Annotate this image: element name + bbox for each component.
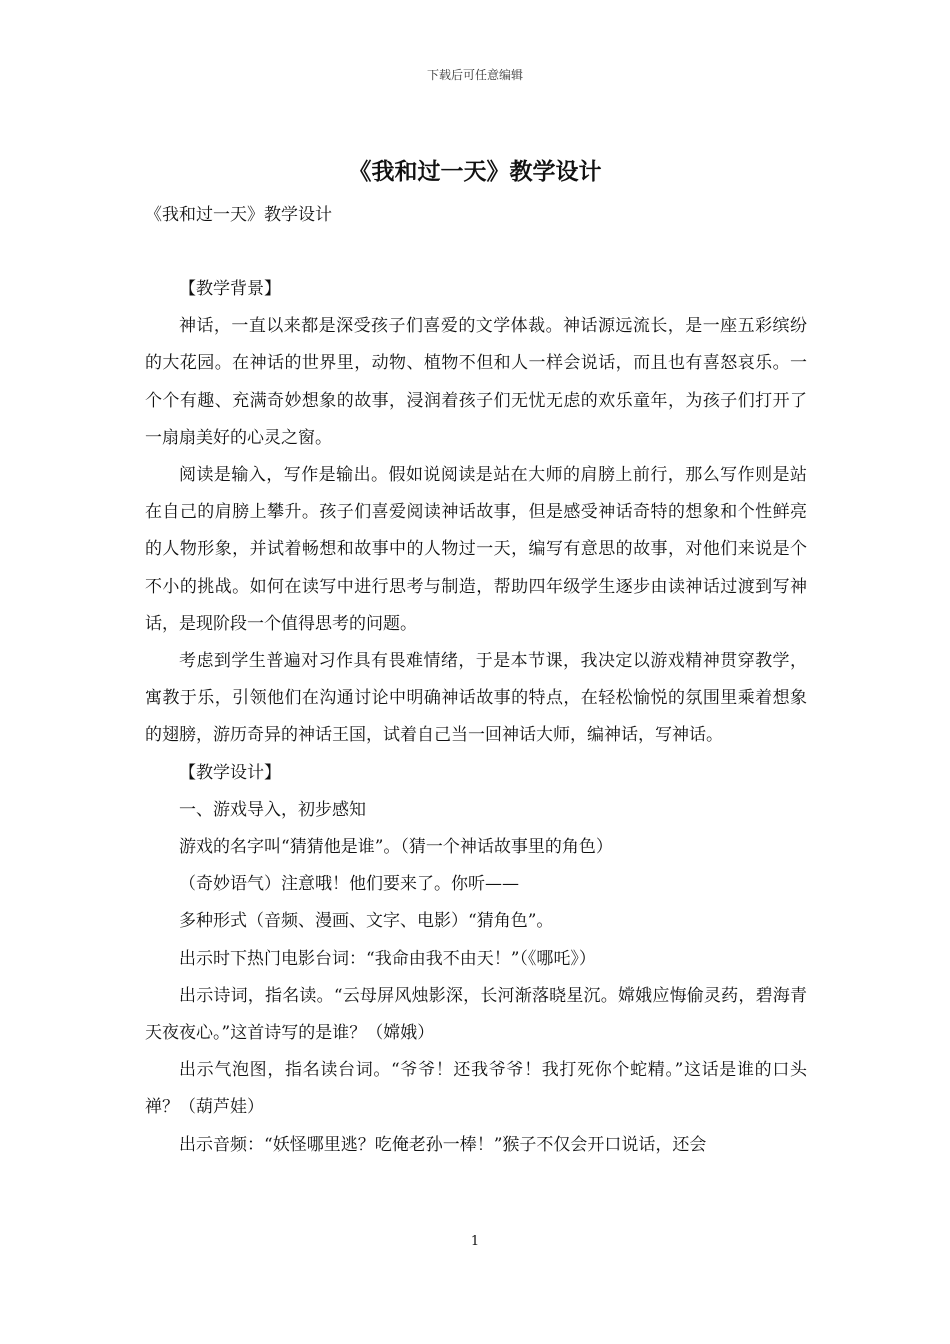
header-note: 下载后可任意编辑 <box>426 68 523 82</box>
paragraph: 多种形式（音频、漫画、文字、电影）“猜角色”。 <box>179 911 554 932</box>
document-title: 《我和过一天》教学设计 <box>348 158 602 185</box>
document-subtitle: 《我和过一天》教学设计 <box>145 205 332 225</box>
paragraph: （奇妙语气）注意哦！他们要来了。你听—— <box>179 874 519 895</box>
page-number: 1 <box>470 1234 480 1249</box>
paragraph: 游戏的名字叫“猜猜他是谁”。（猜一个神话故事里的角色） <box>179 837 613 858</box>
paragraph: 出示诗词，指名读。“云母屏风烛影深，长河渐落晓星沉。嫦娥应悔偷灵药，碧海青天夜夜心。”这首诗写的是谁？（嫦娥） <box>145 985 807 1044</box>
section-heading-design: 【教学设计】 <box>179 762 281 783</box>
document-body <box>145 271 807 1164</box>
subsection-heading: 一、游戏导入，初步感知 <box>179 799 366 820</box>
paragraph: 考虑到学生普遍对习作具有畏难情绪，于是本节课，我决定以游戏精神贯穿教学，寓教于乐，引领他们在沟通讨论中明确神话故事的特点，在轻松愉悦的氛围里乘着想象的翅膀，游历奇异的神话王国，试着自己当一回神话大师，编神话，写神话。 <box>145 651 807 746</box>
section-heading-background: 【教学背景】 <box>179 279 281 299</box>
paragraph: 出示气泡图，指名读台词。“爷爷！还我爷爷！我打死你个蛇精。”这话是谁的口头禅？（葫芦娃） <box>145 1060 807 1118</box>
paragraph: 阅读是输入，写作是输出。假如说阅读是站在大师的肩膀上前行，那么写作则是站在自己的肩膀上攀升。孩子们喜爱阅读神话故事，但是感受神话奇特的想象和个性鲜亮的人物形象，并试着畅想和故事中的人物过一天，编写有意思的故事，对他们来说是个不小的挑战。如何在读写中进行思考与制造，帮助四年级学生逐步由读神话过渡到写神话，是现阶段一个值得思考的问题。 <box>145 465 807 634</box>
paragraph: 出示音频：“妖怪哪里逃？吃俺老孙一棒！”猴子不仅会开口说话，还会 <box>179 1134 707 1155</box>
paragraph: 出示时下热门电影台词：“我命由我不由天！”（《哪吒》） <box>179 948 596 969</box>
paragraph: 神话，一直以来都是深受孩子们喜爱的文学体裁。神话源远流长，是一座五彩缤纷的大花园。在神话的世界里，动物、植物不但和人一样会说话，而且也有喜怒哀乐。一个个有趣、充满奇妙想象的故事，浸润着孩子们无忧无虑的欢乐童年，为孩子们打开了一扇扇美好的心灵之窗。 <box>145 316 807 448</box>
